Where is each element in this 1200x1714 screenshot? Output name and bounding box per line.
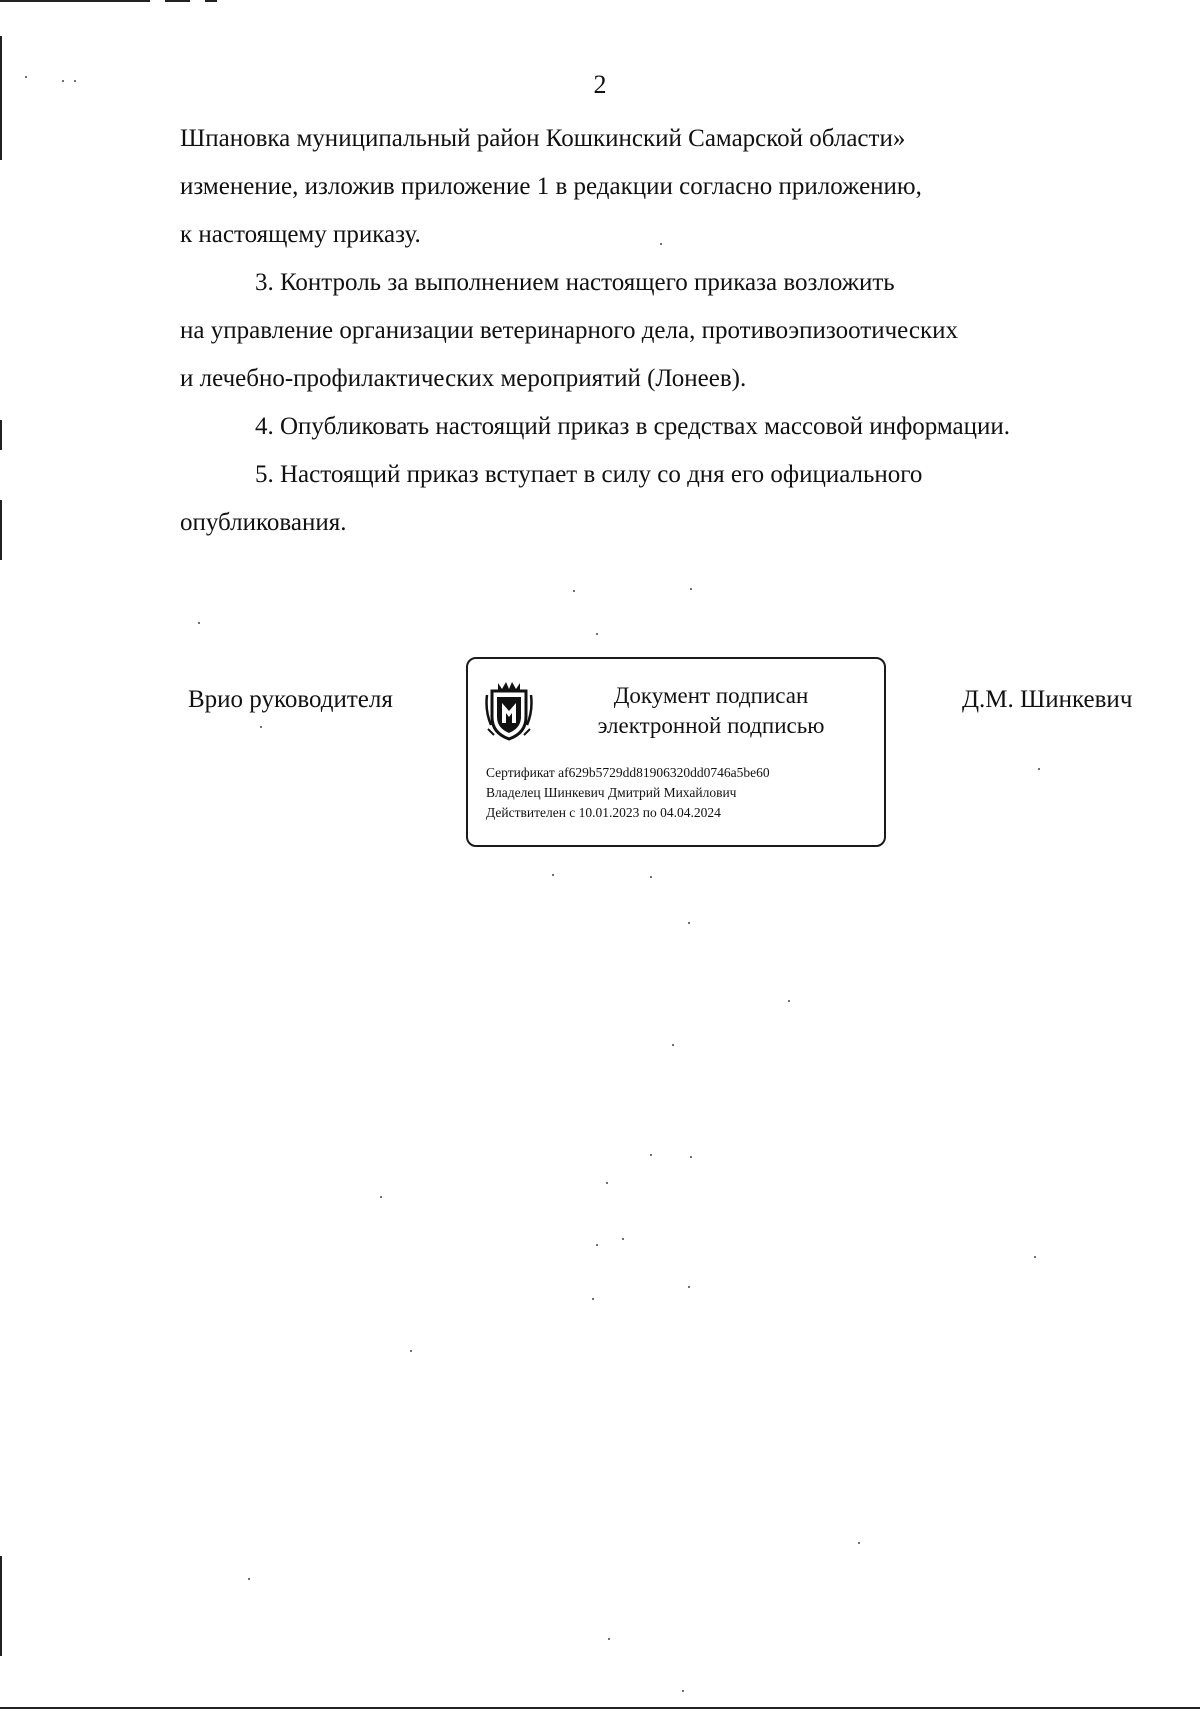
scan-edge-left-4 bbox=[0, 1556, 2, 1656]
scan-edge-top bbox=[0, 0, 150, 2]
text-line: на управление организации ветеринарного дела, противоэпизоотических bbox=[180, 317, 958, 344]
scan-speck bbox=[248, 1578, 250, 1580]
paragraph-item-3 bbox=[180, 259, 1125, 403]
scan-speck bbox=[682, 1690, 684, 1692]
stamp-title-line: электронной подписью bbox=[597, 713, 825, 738]
text-line: опубликования. bbox=[180, 509, 347, 536]
scan-edge-left-3 bbox=[0, 500, 2, 560]
scan-speck bbox=[573, 590, 575, 592]
paragraph-item-4 bbox=[180, 403, 1125, 451]
signer-name: Д.М. Шинкевич bbox=[962, 686, 1133, 713]
scan-speck bbox=[596, 1244, 598, 1246]
stamp-title bbox=[548, 681, 874, 741]
document-body bbox=[180, 115, 1125, 547]
signer-position: Врио руководителя bbox=[188, 686, 393, 713]
certificate-validity: Действителен с 10.01.2023 по 04.04.2024 bbox=[486, 805, 721, 820]
scan-speck bbox=[672, 1044, 674, 1046]
scan-speck bbox=[552, 874, 554, 876]
page-number: 2 bbox=[593, 70, 607, 99]
scan-edge-bottom bbox=[0, 1707, 1200, 1709]
scan-speck bbox=[380, 1196, 382, 1198]
scan-speck bbox=[592, 1298, 594, 1300]
text-line: изменение, изложив приложение 1 в редакции согласно приложению, bbox=[180, 173, 922, 200]
stamp-details bbox=[486, 763, 770, 823]
certificate-number: Сертификат af629b5729dd81906320dd0746a5be60 bbox=[486, 765, 770, 780]
signature-block bbox=[0, 657, 1200, 857]
text-line: к настоящему приказу. bbox=[180, 221, 421, 248]
stamp-title-line: Документ подписан bbox=[613, 683, 809, 708]
scan-speck bbox=[596, 633, 598, 635]
scan-edge-top-short bbox=[165, 0, 190, 2]
text-line: 4. Опубликовать настоящий приказ в средствах массовой информации. bbox=[255, 413, 1011, 440]
scan-edge-top-dash bbox=[205, 0, 217, 2]
scan-speck bbox=[622, 1238, 624, 1240]
scan-speck bbox=[198, 622, 200, 624]
coat-of-arms-icon bbox=[484, 677, 534, 741]
scan-speck bbox=[606, 1182, 608, 1184]
scan-speck bbox=[650, 1154, 652, 1156]
scan-speck bbox=[608, 1638, 610, 1640]
scan-speck bbox=[690, 1156, 692, 1158]
text-line: и лечебно-профилактических мероприятий (Лонеев). bbox=[180, 365, 747, 392]
paragraph-continuation bbox=[180, 115, 1125, 259]
certificate-owner: Владелец Шинкевич Дмитрий Михайлович bbox=[486, 785, 737, 800]
electronic-signature-stamp bbox=[466, 657, 886, 847]
text-line: 5. Настоящий приказ вступает в силу со дня его официального bbox=[255, 461, 923, 488]
scan-speck bbox=[688, 922, 690, 924]
paragraph-item-5 bbox=[180, 451, 1125, 547]
scan-speck bbox=[650, 876, 652, 878]
scan-speck bbox=[690, 588, 692, 590]
scan-speck bbox=[410, 1350, 412, 1352]
text-line: Шпановка муниципальный район Кошкинский Самарской области» bbox=[180, 125, 906, 152]
scan-speck bbox=[688, 1286, 690, 1288]
scan-speck bbox=[1034, 1256, 1036, 1258]
scan-speck bbox=[788, 1000, 790, 1002]
scan-edge-left-2 bbox=[0, 420, 2, 450]
text-line: 3. Контроль за выполнением настоящего приказа возложить bbox=[255, 269, 895, 296]
scan-speck bbox=[858, 1542, 860, 1544]
